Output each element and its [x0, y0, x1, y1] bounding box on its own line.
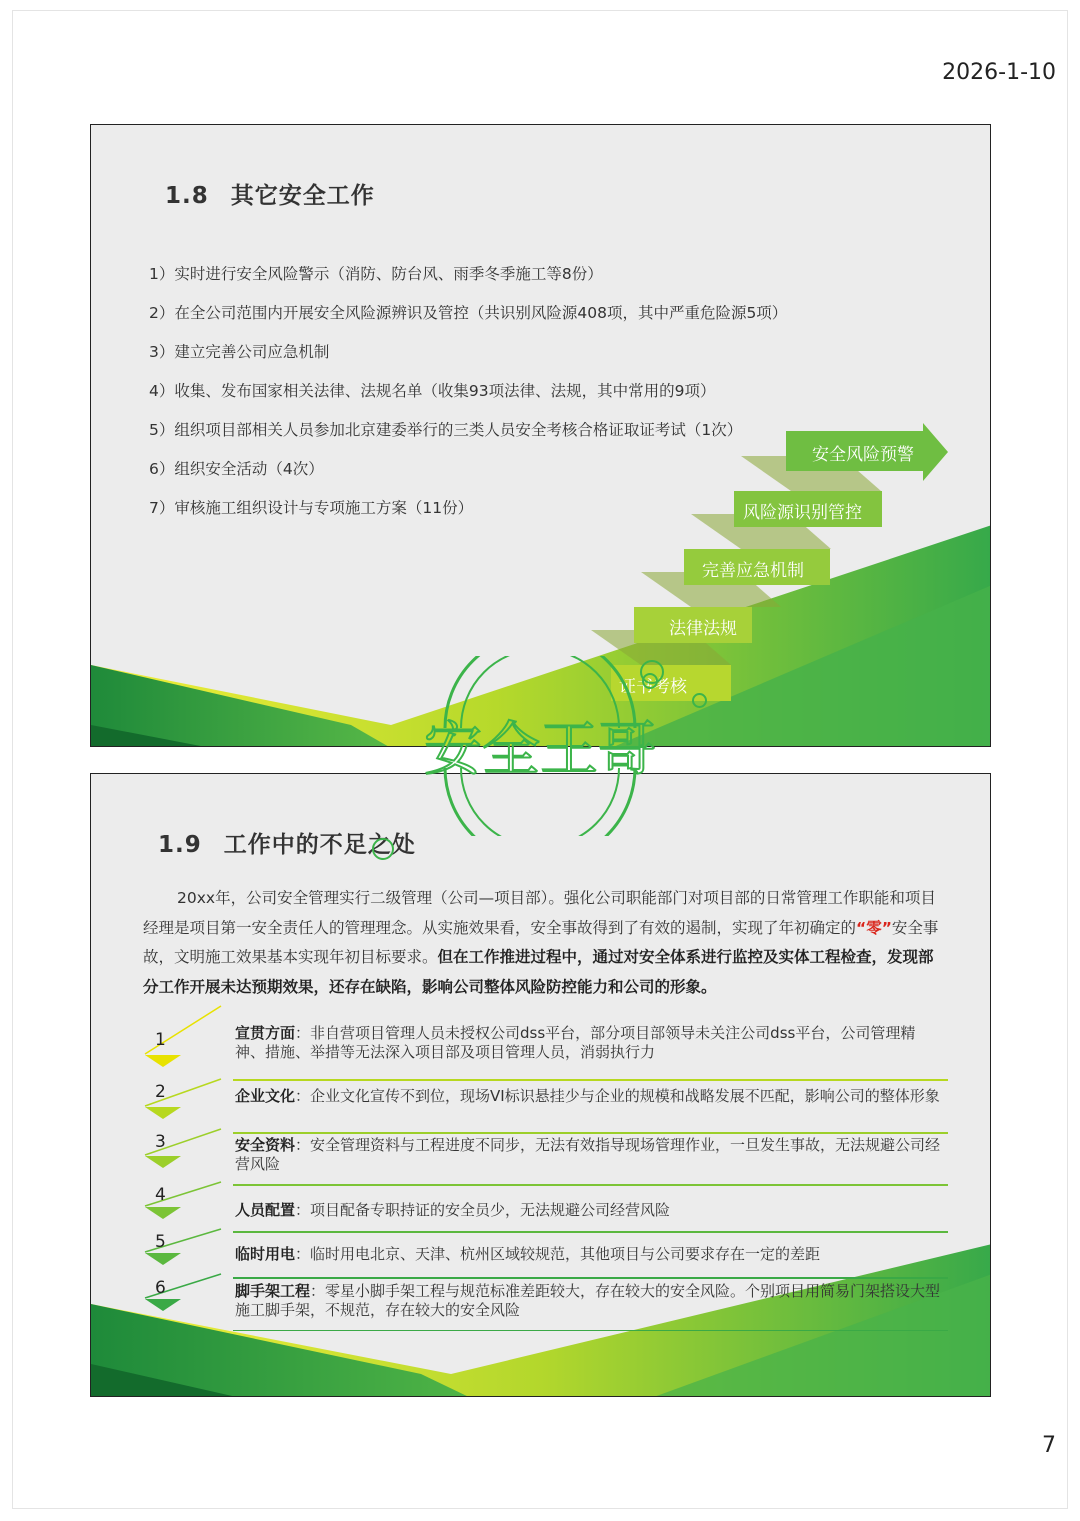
slide-title — [165, 177, 375, 210]
list-item: 6）组织安全活动（4次） — [149, 460, 324, 478]
issue-text — [235, 1282, 945, 1320]
row-divider — [233, 1231, 948, 1233]
issue-text — [235, 1087, 945, 1106]
issue-label: 安全资料 — [235, 1136, 296, 1154]
issue-label: 临时用电 — [235, 1245, 296, 1263]
issue-text — [235, 1245, 945, 1264]
issue-text — [235, 1136, 945, 1174]
issue-description: ：企业文化宣传不到位，现场VI标识悬挂少与企业的规模和战略发展不匹配，影响公司的整体形象 — [295, 1087, 940, 1105]
step-label-emergency: 完善应急机制 — [702, 561, 804, 581]
list-item: 4）收集、发布国家相关法律、法规名单（收集93项法律、法规，其中常用的9项） — [149, 382, 716, 400]
paragraph-text: 安全事故，文明施工效果基本实现年初目标要求。 — [143, 918, 939, 966]
issue-description: ：非自营项目管理人员未授权公司dss平台，部分项目部领导未关注公司dss平台，公司管理精神、措施、举措等无法深入项目部及项目管理人员，消弱执行力 — [235, 1024, 916, 1061]
issue-row — [143, 1132, 948, 1184]
work-items-list — [149, 263, 787, 536]
issue-description: ：临时用电北京、天津、杭州区域较规范，其他项目与公司要求存在一定的差距 — [295, 1245, 821, 1263]
issue-number: 4 — [155, 1185, 166, 1205]
row-divider — [233, 1184, 948, 1186]
issue-label: 企业文化 — [235, 1087, 296, 1105]
list-item: 5）组织项目部相关人员参加北京建委举行的三类人员安全考核合格证取证考试（1次） — [149, 421, 743, 439]
list-item: 2）在全公司范围内开展安全风险源辨识及管控（共识别风险源408项，其中严重危险源5项） — [149, 304, 788, 322]
row-divider — [233, 1330, 948, 1332]
watermark-text: 安全王哥 — [423, 715, 657, 783]
paragraph-bold-text: 但在工作推进过程中，通过对安全体系进行监控及实体工程检查，发现部分工作开展未达预期效果，还存在缺陷，影响公司整体风险防控能力和公司的形象。 — [143, 948, 934, 996]
issue-row — [143, 1184, 948, 1232]
issue-description: ：安全管理资料与工程进度不同步，无法有效指导现场管理作业，一旦发生事故，无法规避公司经营风险 — [235, 1136, 941, 1173]
step-label-certificate: 证书考核 — [619, 677, 687, 697]
watermark-circle — [372, 838, 394, 860]
step-label-risk-source: 风险源识别管控 — [743, 503, 862, 523]
page-date: 2026-1-10 — [942, 60, 1056, 85]
section-number: 1.9 — [158, 832, 202, 858]
slide-1-8 — [90, 124, 991, 747]
list-item: 1）实时进行安全风险警示（消防、防台风、雨季冬季施工等8份） — [149, 265, 603, 283]
issue-description: ：项目配备专职持证的安全员少，无法规避公司经营风险 — [295, 1201, 671, 1219]
slide-1-9 — [90, 773, 991, 1397]
page-number: 7 — [1042, 1433, 1056, 1458]
row-divider — [233, 1079, 948, 1081]
issue-row — [143, 1024, 948, 1074]
issue-number: 5 — [155, 1232, 166, 1252]
issue-number: 2 — [155, 1082, 166, 1102]
issue-label: 脚手架工程 — [235, 1282, 311, 1300]
paragraph-text: 20xx年，公司安全管理实行二级管理（公司—项目部）。强化公司职能部门对项目部的日常管理工作职能和项目经理是项目第一安全责任人的管理理念。从实施效果看，安全事故得到了有效的遏制，实现了年初确定的 — [143, 889, 936, 937]
issue-text — [235, 1201, 945, 1220]
issue-number: 6 — [155, 1278, 166, 1298]
step-label-risk-warning: 安全风险预警 — [812, 445, 914, 465]
section-title: 工作中的不足之处 — [223, 832, 416, 858]
issue-label: 人员配置 — [235, 1201, 296, 1219]
issue-number: 3 — [155, 1132, 166, 1152]
issue-number: 1 — [155, 1030, 166, 1050]
watermark-circle — [640, 660, 664, 684]
row-divider — [233, 1277, 948, 1279]
row-divider — [233, 1132, 948, 1134]
step-label-laws: 法律法规 — [669, 619, 737, 639]
zero-highlight: “零” — [856, 918, 892, 937]
list-item: 3）建立完善公司应急机制 — [149, 343, 330, 361]
list-item: 7）审核施工组织设计与专项施工方案（11份） — [149, 499, 474, 517]
issue-row — [143, 1277, 948, 1331]
issue-row — [143, 1079, 948, 1129]
issue-label: 宣贯方面 — [235, 1024, 296, 1042]
issue-row — [143, 1231, 948, 1277]
section-number: 1.8 — [165, 183, 209, 209]
section-title: 其它安全工作 — [230, 183, 375, 209]
issue-description: ：零星小脚手架工程与规范标准差距较大，存在较大的安全风险。个别项目用简易门架搭设大型施工脚手架，不规范，存在较大的安全风险 — [235, 1282, 941, 1319]
issue-text — [235, 1024, 945, 1062]
summary-paragraph — [143, 884, 943, 1002]
watermark-circle — [692, 693, 707, 708]
